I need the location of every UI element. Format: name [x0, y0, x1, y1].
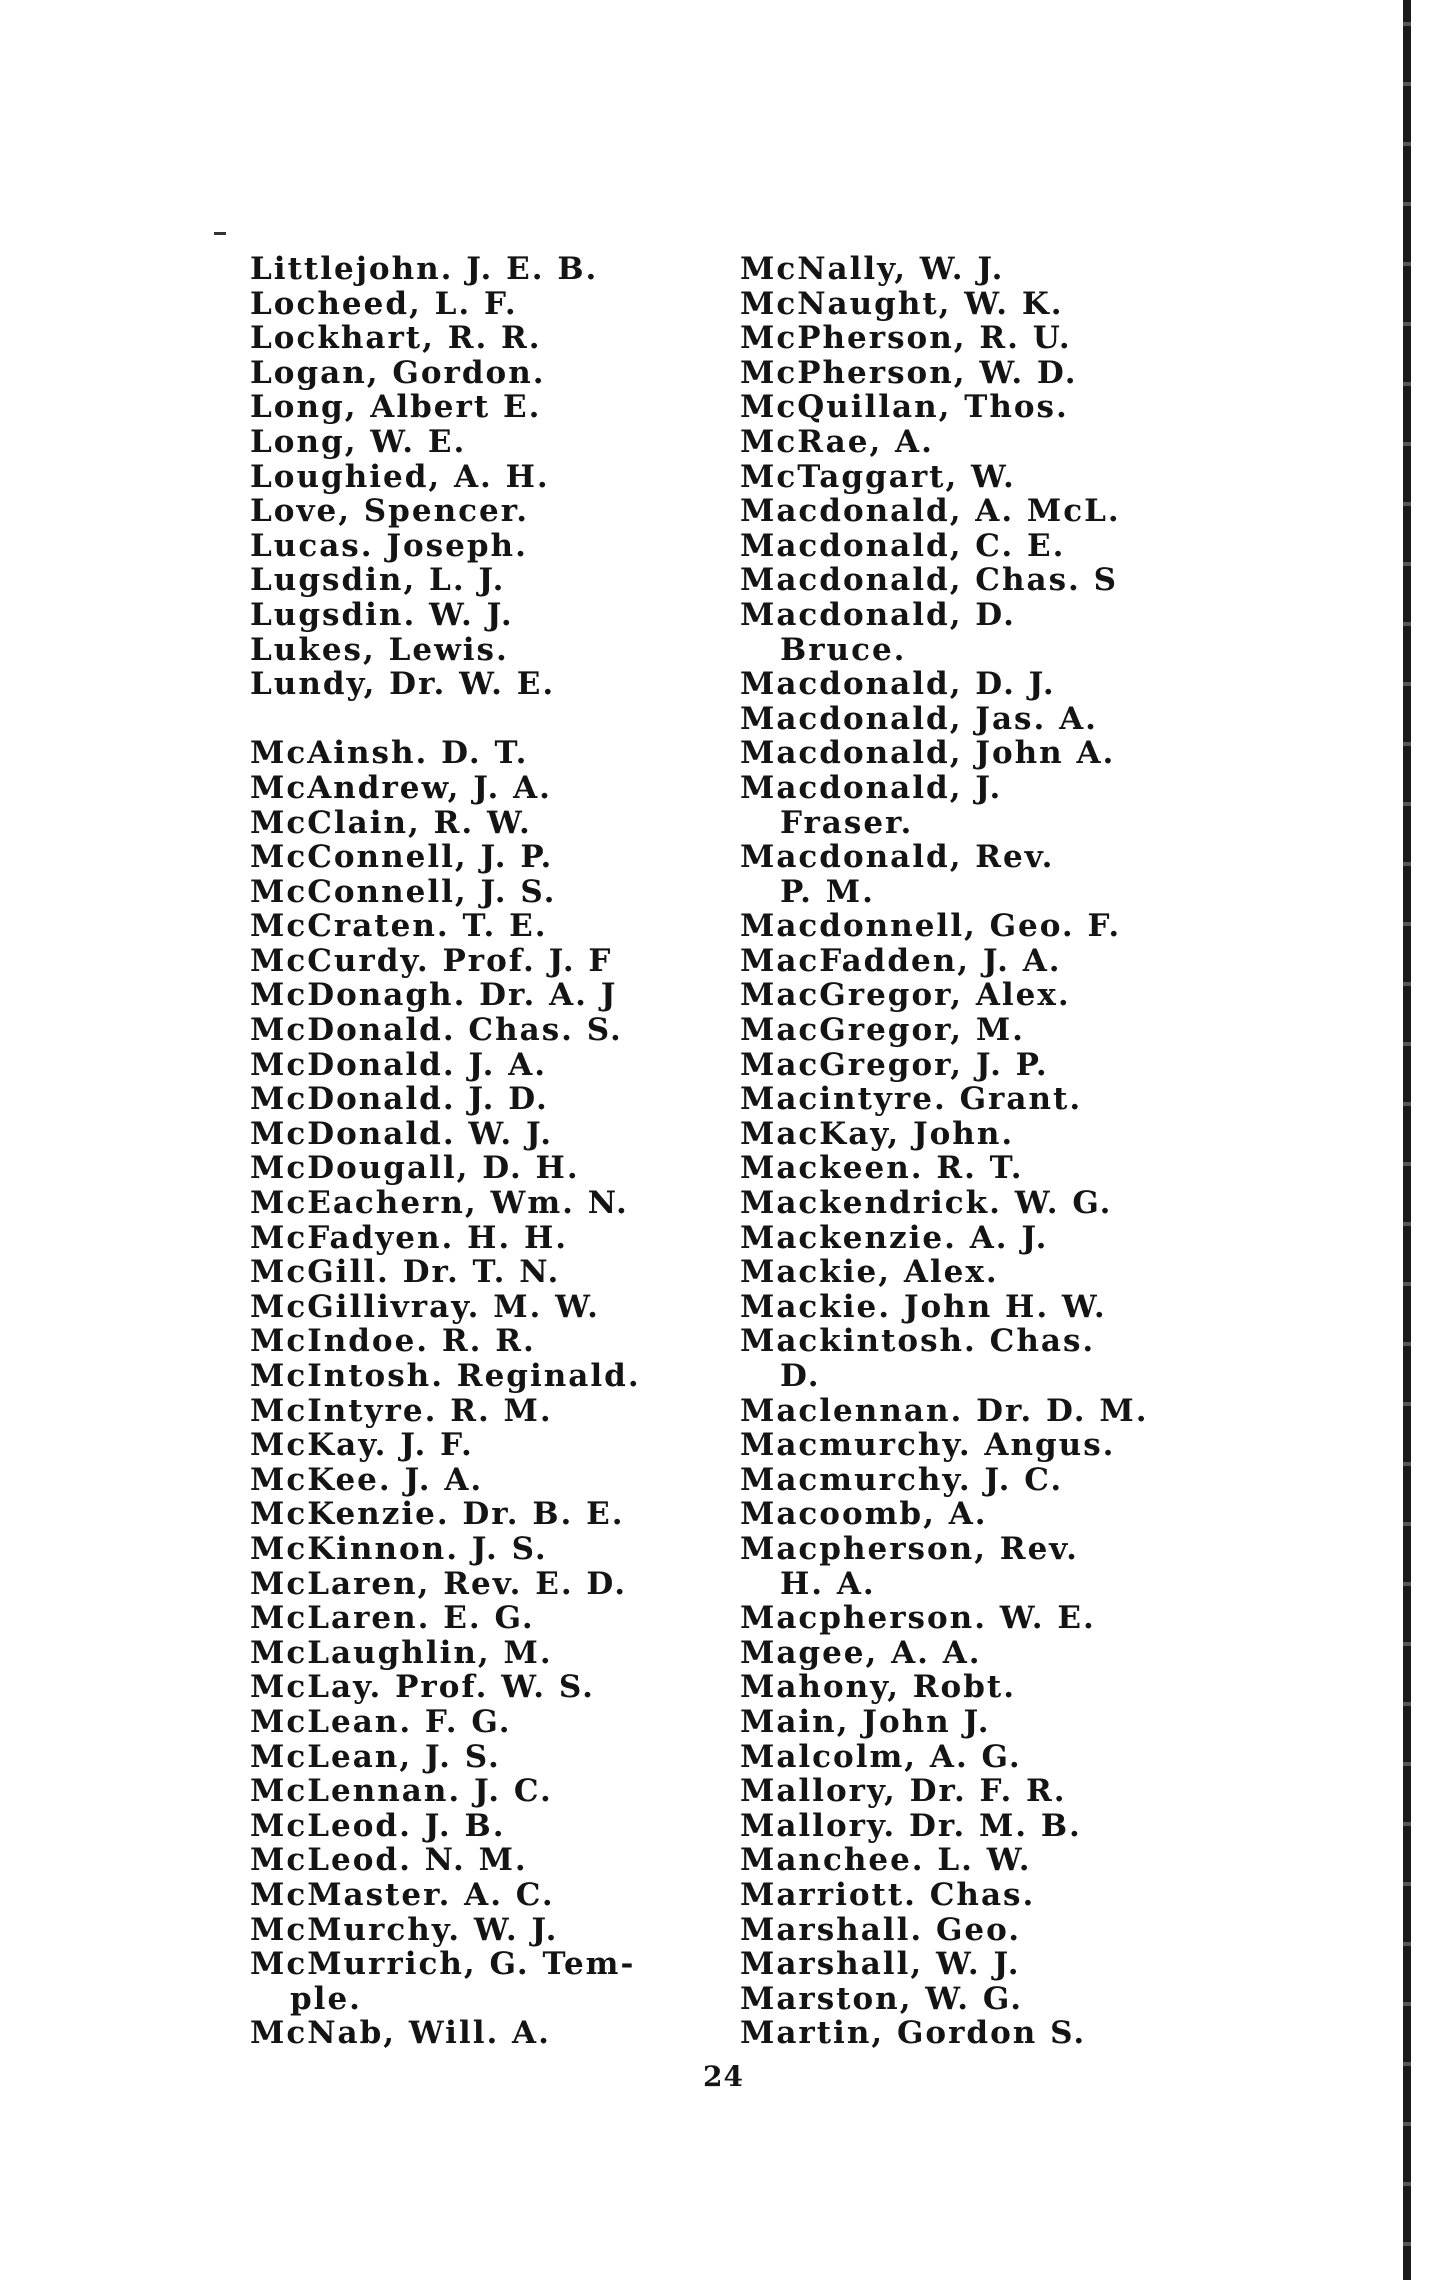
name-entry: McTaggart, W.: [740, 458, 1016, 495]
name-entry: McLeod. N. M.: [250, 1842, 528, 1879]
name-entry: Littlejohn. J. E. B.: [250, 251, 599, 287]
blank-line: [250, 702, 720, 737]
name-entry: Lugsdin. W. J.: [250, 596, 514, 633]
name-entry: Macdonnell, Geo. F.: [740, 908, 1122, 945]
name-entry: McLean. F. G.: [250, 1703, 512, 1740]
name-entry: McConnell, J. S.: [250, 873, 557, 910]
binding-edge: [1403, 0, 1411, 2280]
name-entry: Mackie. John H. W.: [740, 1288, 1107, 1325]
name-continuation: Bruce.: [780, 631, 907, 668]
name-entry: Marriott. Chas.: [740, 1876, 1036, 1913]
name-entry: Macdonald, John A.: [740, 735, 1116, 772]
name-entry: Macmurchy. J. C.: [740, 1461, 1064, 1498]
name-continuation: ple.: [290, 1980, 362, 2017]
name-entry: McLaren, Rev. E. D.: [250, 1565, 628, 1602]
name-entry: McCurdy. Prof. J. F: [250, 942, 613, 979]
name-entry: McNab, Will. A.: [250, 2015, 551, 2052]
name-entry: McDonald. W. J.: [250, 1115, 554, 1152]
name-entry: Marston, W. G.: [740, 1980, 1024, 2017]
name-entry: McConnell, J. P.: [250, 839, 554, 876]
name-entry: Macdonald, J.: [740, 769, 1003, 806]
name-entry: McAndrew, J. A.: [250, 769, 552, 806]
name-entry: McDonald. J. A.: [250, 1046, 548, 1083]
name-entry: Long, W. E.: [250, 423, 467, 460]
name-entry: McLeod. J. B.: [250, 1807, 506, 1844]
name-entry: Mackendrick. W. G.: [740, 1185, 1113, 1222]
name-entry: Locheed, L. F.: [250, 285, 518, 322]
name-entry: Magee, A. A.: [740, 1634, 982, 1671]
name-entry: McIntosh. Reginald.: [250, 1358, 641, 1394]
name-entry: Loughied, A. H.: [250, 458, 550, 495]
name-continuation: D.: [780, 1358, 821, 1394]
name-entry: Mackie, Alex.: [740, 1254, 999, 1291]
name-entry: Mackintosh. Chas.: [740, 1323, 1096, 1360]
name-entry: Macdonald, A. McL.: [740, 493, 1121, 530]
name-entry: Macintyre. Grant.: [740, 1081, 1083, 1118]
name-entry: McPherson, W. D.: [740, 354, 1078, 391]
name-entry: McDonald. Chas. S.: [250, 1012, 623, 1049]
name-entry: McCraten. T. E.: [250, 908, 548, 945]
name-entry: Main, John J.: [740, 1703, 991, 1740]
name-entry: MacFadden, J. A.: [740, 942, 1062, 979]
name-entry: McLaren. E. G.: [250, 1600, 535, 1637]
name-entry: Mackeen. R. T.: [740, 1150, 1024, 1187]
name-entry: McGillivray. M. W.: [250, 1288, 600, 1325]
name-entry: Malcolm, A. G.: [740, 1738, 1022, 1775]
name-entry: Mackenzie. A. J.: [740, 1219, 1049, 1256]
name-entry: Macmurchy. Angus.: [740, 1427, 1116, 1464]
name-entry: McLean, J. S.: [250, 1738, 501, 1775]
name-entry: McAinsh. D. T.: [250, 735, 529, 772]
name-entry: McLaughlin, M.: [250, 1634, 553, 1671]
name-entry: McIndoe. R. R.: [250, 1323, 536, 1360]
page-number: 24: [703, 2060, 744, 2093]
name-entry: Maclennan. Dr. D. M.: [740, 1392, 1149, 1429]
name-entry: McDonagh. Dr. A. J: [250, 977, 618, 1014]
name-continuation: H. A.: [780, 1565, 876, 1602]
name-entry: Martin, Gordon S.: [740, 2015, 1087, 2052]
name-entry: Long, Albert E.: [250, 389, 542, 426]
name-entry: McKenzie. Dr. B. E.: [250, 1496, 625, 1533]
name-entry: McFadyen. H. H.: [250, 1219, 569, 1256]
name-entry: Lucas. Joseph.: [250, 527, 528, 564]
name-entry: Lukes, Lewis.: [250, 631, 509, 668]
name-entry: Mallory. Dr. M. B.: [740, 1807, 1082, 1844]
name-entry: Macdonald, C. E.: [740, 527, 1066, 564]
name-entry: Mallory, Dr. F. R.: [740, 1773, 1067, 1810]
name-entry: McNaught, W. K.: [740, 285, 1064, 322]
name-entry: Marshall. Geo.: [740, 1911, 1022, 1948]
name-entry: McLay. Prof. W. S.: [250, 1669, 595, 1706]
name-entry: Manchee. L. W.: [740, 1842, 1032, 1879]
name-entry: MacGregor, Alex.: [740, 977, 1071, 1014]
name-entry: Mahony, Robt.: [740, 1669, 1017, 1706]
name-entry: Macdonald, Chas. S: [740, 562, 1119, 599]
name-entry: McPherson, R. U.: [740, 320, 1072, 357]
margin-dash-mark: [214, 232, 226, 235]
name-entry: MacGregor, J. P.: [740, 1046, 1049, 1083]
name-entry: McMaster. A. C.: [250, 1876, 555, 1913]
name-entry: McMurchy. W. J.: [250, 1911, 559, 1948]
name-entry: McKee. J. A.: [250, 1461, 484, 1498]
name-entry: McNally, W. J.: [740, 251, 1005, 287]
name-entry: McDonald. J. D.: [250, 1081, 549, 1118]
name-entry: Macdonald, Jas. A.: [740, 700, 1098, 737]
name-entry: Lockhart, R. R.: [250, 320, 542, 357]
name-entry: McLennan. J. C.: [250, 1773, 553, 1810]
name-entry: MacKay, John.: [740, 1115, 1015, 1152]
name-entry: McQuillan, Thos.: [740, 389, 1069, 426]
name-entry: McRae, A.: [740, 423, 934, 460]
right-name-column: [740, 252, 1210, 2051]
name-continuation: Fraser.: [780, 804, 914, 841]
name-entry: Macdonald, D.: [740, 596, 1016, 633]
name-entry: Macoomb, A.: [740, 1496, 988, 1533]
name-entry: McClain, R. W.: [250, 804, 532, 841]
name-entry: McKinnon. J. S.: [250, 1530, 548, 1567]
name-entry: McIntyre. R. M.: [250, 1392, 553, 1429]
name-entry: McKay. J. F.: [250, 1427, 474, 1464]
name-entry: McDougall, D. H.: [250, 1150, 580, 1187]
name-entry: McMurrich, G. Tem-: [250, 1946, 636, 1983]
name-entry: McEachern, Wm. N.: [250, 1185, 629, 1222]
left-name-column: [250, 252, 720, 2051]
name-entry: Macdonald, D. J.: [740, 666, 1056, 703]
name-entry: Marshall, W. J.: [740, 1946, 1021, 1983]
name-entry: Lundy, Dr. W. E.: [250, 666, 556, 703]
name-continuation: P. M.: [780, 873, 875, 910]
name-entry: Macpherson, Rev.: [740, 1530, 1079, 1567]
name-entry: Logan, Gordon.: [250, 354, 546, 391]
name-entry: Macdonald, Rev.: [740, 839, 1055, 876]
name-entry: Lugsdin, L. J.: [250, 562, 506, 599]
name-entry: Macpherson. W. E.: [740, 1600, 1096, 1637]
name-entry: Love, Spencer.: [250, 493, 529, 530]
name-entry: McGill. Dr. T. N.: [250, 1254, 561, 1291]
name-entry: MacGregor, M.: [740, 1012, 1025, 1049]
